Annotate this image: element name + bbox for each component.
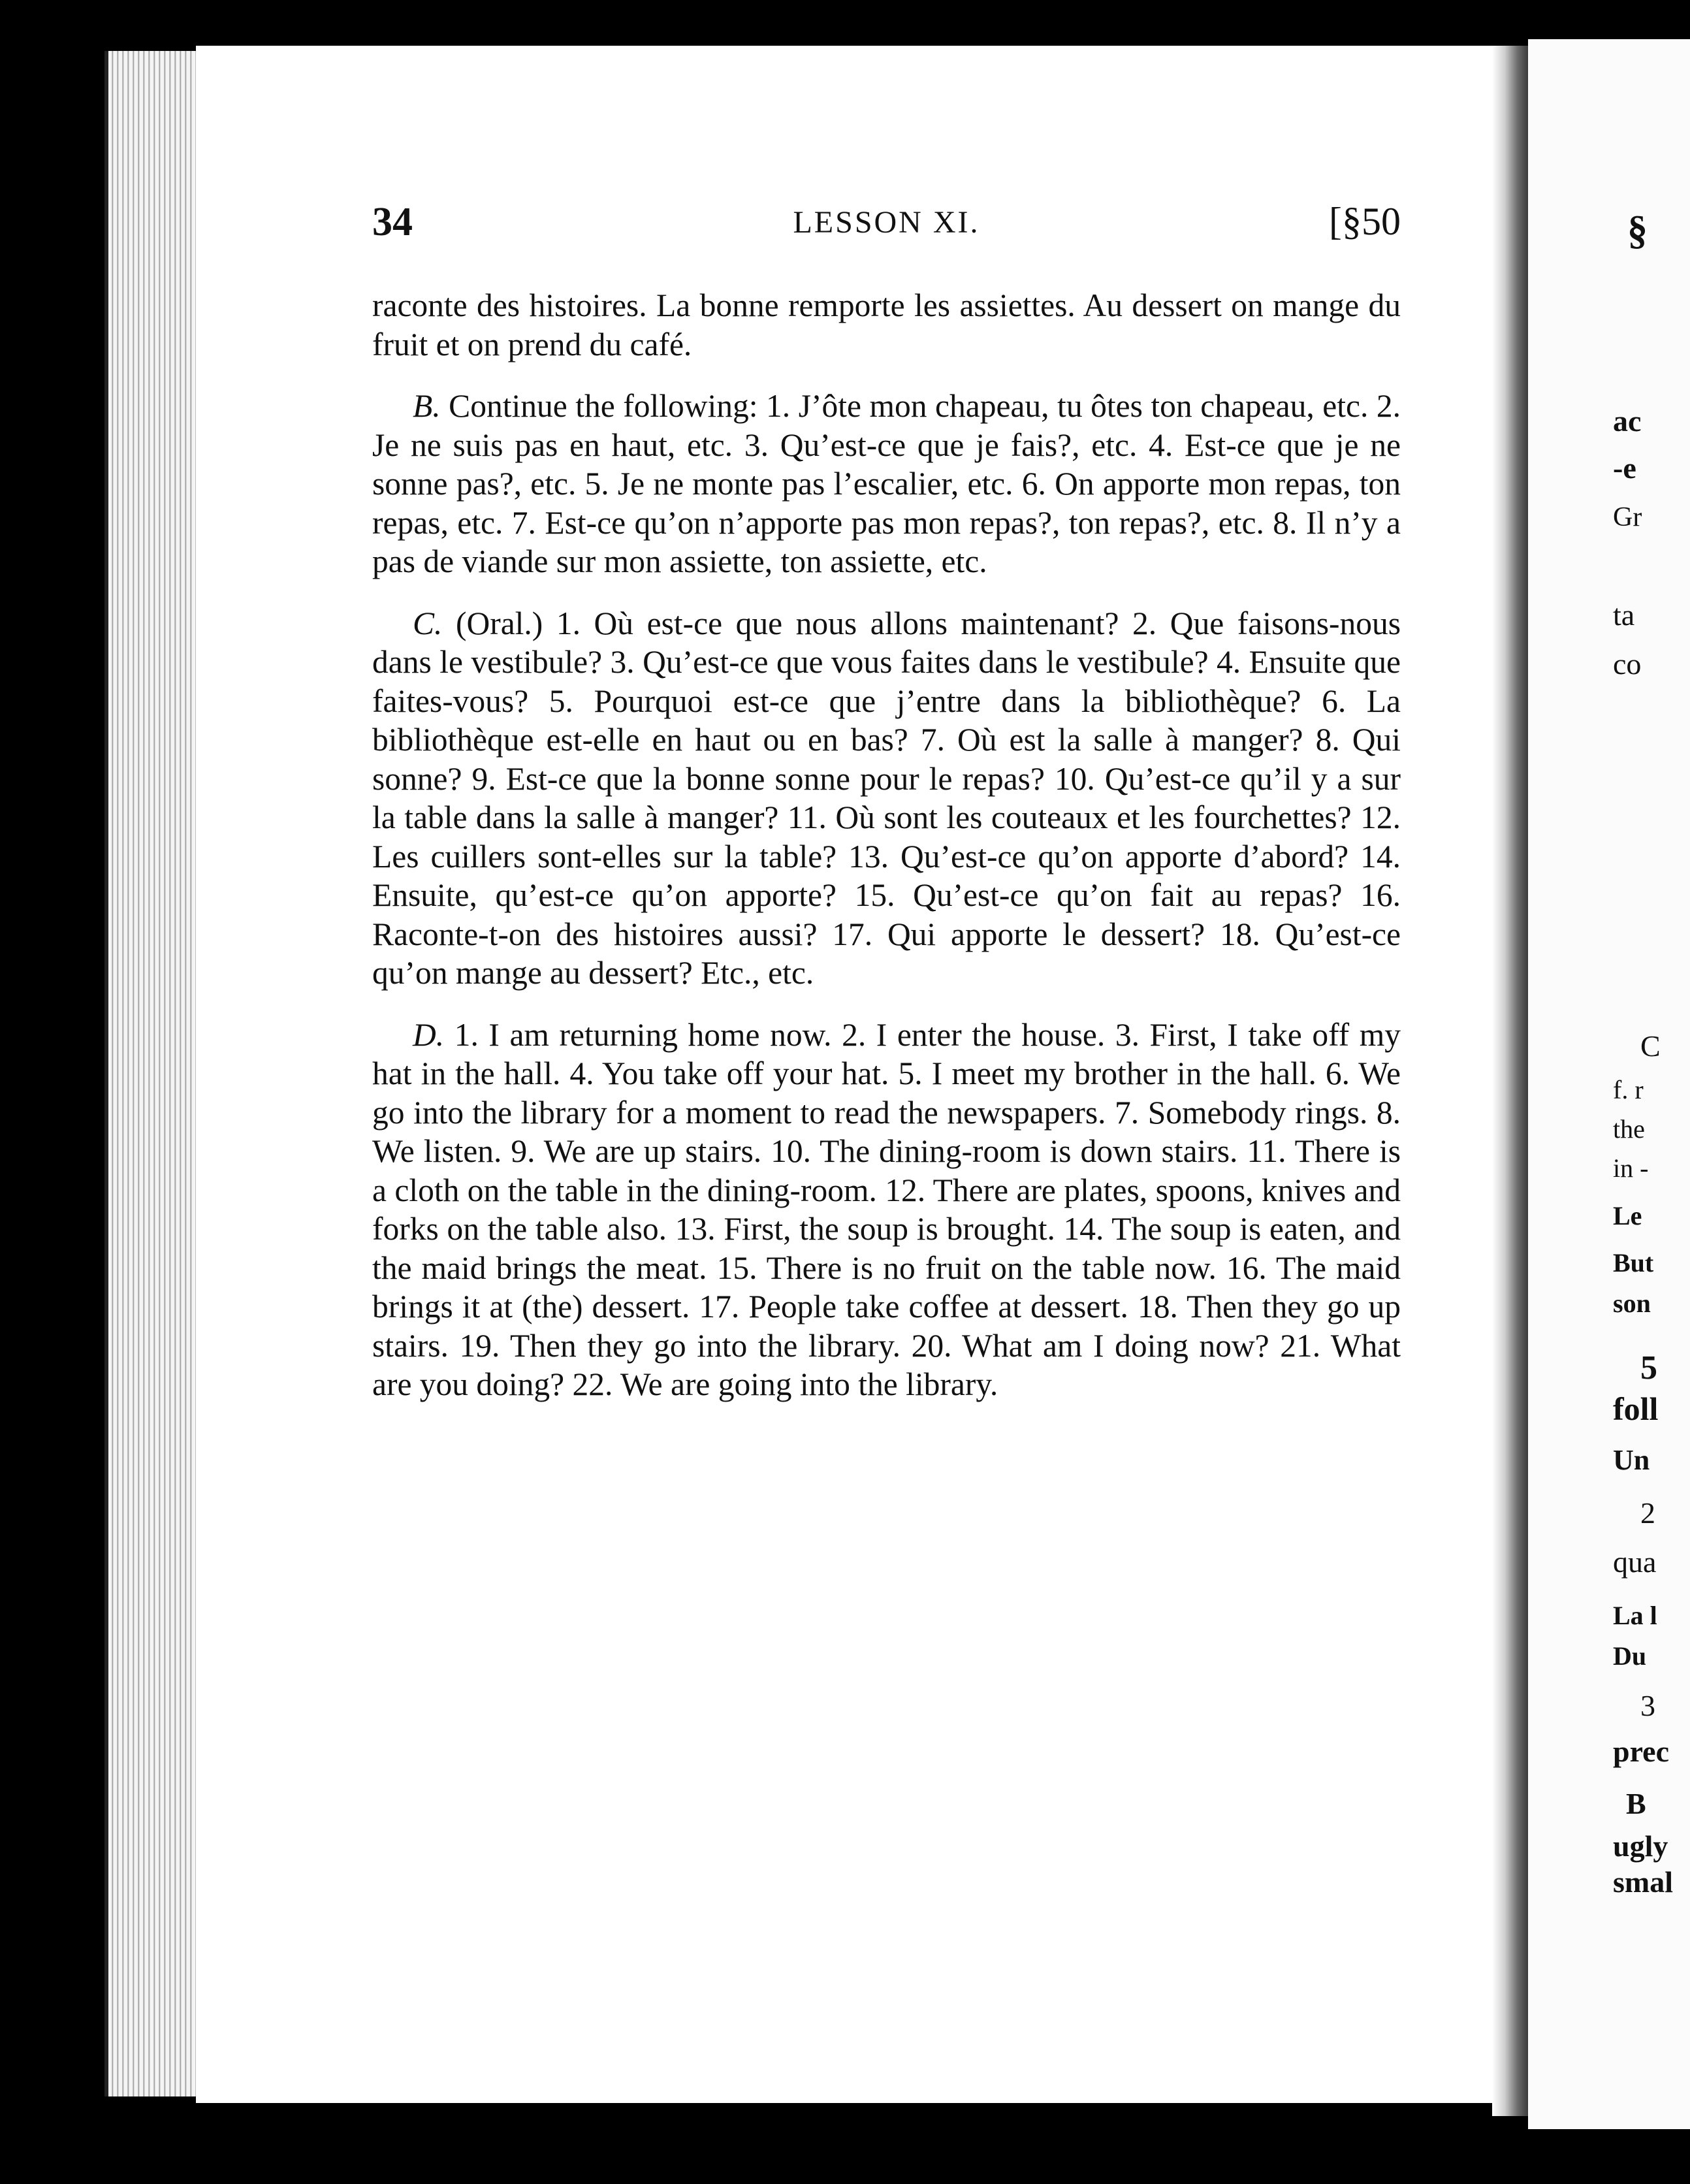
- right-page-fragment: But: [1613, 1248, 1654, 1277]
- exercise-c: [372, 604, 1401, 993]
- right-page-fragment: §: [1627, 208, 1648, 253]
- right-page-fragment: La l: [1613, 1601, 1657, 1630]
- right-page-fragment: C: [1640, 1029, 1661, 1063]
- exercise-d: [372, 1016, 1401, 1404]
- right-page-fragment: prec: [1613, 1735, 1670, 1768]
- exercise-text: (Oral.) 1. Où est-ce que nous allons maintenant? 2. Que faisons-nous dans le vestibule? 3. Qu’est-ce que vous faites dans le vestibule? 4. Ensuite que faites-vous? 5. Pourquoi est-ce que j’entre dans la bibliothèque? 6. La bibliothèque est-elle en haut ou en bas? 7. Où est la salle à manger? 8. Qui sonne? 9. Est-ce que la bonne sonne pour le repas? 10. Qu’est-ce qu’il y a sur la table dans la salle à manger? 11. Où sont les couteaux et les fourchettes? 12. Les cuillers sont-elles sur la table? 13. Qu’est-ce qu’on apporte d’abord? 14. Ensuite, qu’est-ce qu’on apporte? 15. Qu’est-ce qu’on fait au repas? 16. Raconte-t-on des histoires aussi? 17. Qui apporte le dessert? 18. Qu’est-ce qu’on mange au dessert? Etc., etc.: [372, 605, 1401, 991]
- right-page-fragment: Le: [1613, 1201, 1642, 1230]
- exercise-label: B.: [413, 388, 441, 424]
- right-page-fragment: 3: [1640, 1689, 1655, 1722]
- exercise-label: D.: [413, 1016, 445, 1053]
- section-reference: [§50: [1329, 200, 1401, 243]
- paragraph-continuation: [372, 286, 1401, 364]
- right-page-fragment: smal: [1613, 1865, 1673, 1899]
- exercise-label: C.: [413, 605, 443, 641]
- right-page-fragment: 2: [1640, 1496, 1655, 1530]
- page-header: [372, 199, 1401, 251]
- book-gutter: [1492, 46, 1528, 2116]
- right-page-fragment: -e: [1613, 451, 1636, 485]
- right-page-fragment: Du: [1613, 1641, 1647, 1671]
- right-page-fragment: qua: [1613, 1545, 1657, 1579]
- right-page-fragment: f. r: [1613, 1075, 1644, 1104]
- running-title: LESSON XI.: [793, 205, 980, 240]
- right-page-fragment: foll: [1613, 1390, 1659, 1427]
- exercise-text: 1. I am returning home now. 2. I enter the house. 3. First, I take off my hat in the hall. 4. You take off your hat. 5. I meet my brother in the hall. 6. We go into the library for a moment to read the newspapers. 7. Somebody rings. 8. We listen. 9. We are up stairs. 10. The dining-room is down stairs. 11. There is a cloth on the table in the dining-room. 12. There are plates, spoons, knives and forks on the table also. 13. First, the soup is brought. 14. The soup is eaten, and the maid brings the meat. 15. There is no fruit on the table now. 16. The maid brings it at (the) dessert. 17. People take coffee at dessert. 18. Then they go up stairs. 19. Then they go into the library. 20. What am I doing now? 21. What are you doing? 22. We are going into the library.: [372, 1016, 1401, 1402]
- right-page-fragment: son: [1613, 1289, 1651, 1318]
- right-page-fragment: the: [1613, 1114, 1645, 1144]
- page-body: [372, 286, 1401, 1427]
- right-page-fragment: B: [1626, 1787, 1646, 1820]
- page-fore-edge: [104, 51, 203, 2096]
- right-page-fragment: Gr: [1613, 502, 1642, 532]
- right-page-fragment: co: [1613, 647, 1642, 681]
- right-page-fragment: 5: [1640, 1349, 1657, 1387]
- paragraph-text: raconte des histoires. La bonne remporte les assiettes. Au dessert on mange du fruit et on prend du café.: [372, 287, 1401, 362]
- right-page-fragment: ac: [1613, 404, 1642, 438]
- right-page-fragment: in -: [1613, 1153, 1649, 1183]
- exercise-b: [372, 387, 1401, 581]
- right-page-fragment: ugly: [1613, 1829, 1668, 1863]
- right-page-fragment: ta: [1613, 598, 1635, 632]
- right-page-fragment: Un: [1613, 1444, 1650, 1476]
- exercise-text: Continue the following: 1. J’ôte mon chapeau, tu ôtes ton chapeau, etc. 2. Je ne suis pas en haut, etc. 3. Qu’est-ce que je fais?, etc. 4. Est-ce que je ne sonne pas?, etc. 5. Je ne monte pas l’escalier, etc. 6. On apporte mon repas, ton repas, etc. 7. Est-ce qu’on n’apporte pas mon repas?, ton repas?, etc. 8. Il n’y a pas de viande sur mon assiette, ton assiette, etc.: [372, 388, 1401, 579]
- page-number: 34: [372, 200, 413, 244]
